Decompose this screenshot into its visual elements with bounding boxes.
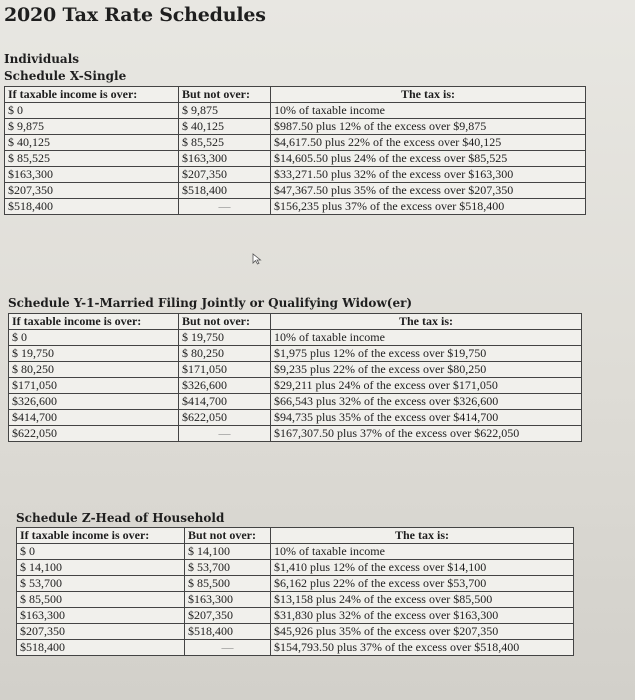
mouse-cursor-icon	[252, 250, 262, 262]
table-row	[5, 135, 586, 151]
tax-formula-cell: $1,410 plus 12% of the excess over $14,100	[271, 560, 574, 576]
income-not-over-cell: —	[179, 426, 271, 442]
section-label: Individuals	[4, 52, 80, 66]
income-not-over-cell: $171,050	[179, 362, 271, 378]
income-over-cell: $ 19,750	[9, 346, 179, 362]
income-over-cell: $ 0	[17, 544, 185, 560]
income-not-over-cell: —	[185, 640, 271, 656]
header-over: If taxable income is over:	[17, 528, 185, 544]
table-row	[9, 346, 582, 362]
table-row	[9, 426, 582, 442]
income-not-over-cell: $ 14,100	[185, 544, 271, 560]
tax-formula-cell: $167,307.50 plus 37% of the excess over $622,050	[271, 426, 582, 442]
tax-formula-cell: $45,926 plus 35% of the excess over $207,350	[271, 624, 574, 640]
tax-formula-cell: $94,735 plus 35% of the excess over $414,700	[271, 410, 582, 426]
header-not-over: But not over:	[185, 528, 271, 544]
income-not-over-cell: $ 9,875	[179, 103, 271, 119]
header-tax: The tax is:	[271, 87, 586, 103]
income-over-cell: $326,600	[9, 394, 179, 410]
table-row	[17, 592, 574, 608]
table-row	[5, 183, 586, 199]
income-not-over-cell: $163,300	[179, 151, 271, 167]
income-over-cell: $207,350	[17, 624, 185, 640]
table-row	[9, 330, 582, 346]
table-row	[17, 624, 574, 640]
income-not-over-cell: —	[179, 199, 271, 215]
header-over: If taxable income is over:	[9, 314, 179, 330]
income-over-cell: $171,050	[9, 378, 179, 394]
income-over-cell: $ 40,125	[5, 135, 179, 151]
tax-formula-cell: 10% of taxable income	[271, 330, 582, 346]
income-over-cell: $518,400	[5, 199, 179, 215]
table-row	[9, 378, 582, 394]
tax-formula-cell: $4,617.50 plus 22% of the excess over $40,125	[271, 135, 586, 151]
income-over-cell: $518,400	[17, 640, 185, 656]
header-over: If taxable income is over:	[5, 87, 179, 103]
schedule-x-title: Schedule X-Single	[4, 69, 127, 83]
table-row	[17, 576, 574, 592]
income-not-over-cell: $ 19,750	[179, 330, 271, 346]
income-over-cell: $ 80,250	[9, 362, 179, 378]
tax-formula-cell: $156,235 plus 37% of the excess over $518,400	[271, 199, 586, 215]
table-header-row	[9, 314, 582, 330]
table-header-row	[17, 528, 574, 544]
schedule-z-title: Schedule Z-Head of Household	[16, 511, 225, 525]
header-tax: The tax is:	[271, 314, 582, 330]
tax-formula-cell: $1,975 plus 12% of the excess over $19,750	[271, 346, 582, 362]
table-row	[5, 103, 586, 119]
tax-formula-cell: 10% of taxable income	[271, 544, 574, 560]
tax-formula-cell: $9,235 plus 22% of the excess over $80,250	[271, 362, 582, 378]
income-not-over-cell: $ 80,250	[179, 346, 271, 362]
tax-formula-cell: 10% of taxable income	[271, 103, 586, 119]
table-row	[17, 560, 574, 576]
schedule-y1-title: Schedule Y-1-Married Filing Jointly or Qualifying Widow(er)	[8, 296, 413, 310]
tax-formula-cell: $33,271.50 plus 32% of the excess over $163,300	[271, 167, 586, 183]
income-over-cell: $ 85,500	[17, 592, 185, 608]
income-over-cell: $ 9,875	[5, 119, 179, 135]
table-row	[9, 362, 582, 378]
income-not-over-cell: $518,400	[185, 624, 271, 640]
income-over-cell: $622,050	[9, 426, 179, 442]
income-over-cell: $163,300	[17, 608, 185, 624]
income-over-cell: $ 53,700	[17, 576, 185, 592]
tax-formula-cell: $29,211 plus 24% of the excess over $171,050	[271, 378, 582, 394]
tax-formula-cell: $13,158 plus 24% of the excess over $85,500	[271, 592, 574, 608]
tax-formula-cell: $31,830 plus 32% of the excess over $163,300	[271, 608, 574, 624]
income-over-cell: $ 0	[9, 330, 179, 346]
tax-formula-cell: $6,162 plus 22% of the excess over $53,700	[271, 576, 574, 592]
table-row	[5, 119, 586, 135]
income-over-cell: $207,350	[5, 183, 179, 199]
table-row	[5, 151, 586, 167]
tax-formula-cell: $66,543 plus 32% of the excess over $326,600	[271, 394, 582, 410]
table-row	[9, 410, 582, 426]
header-not-over: But not over:	[179, 87, 271, 103]
income-over-cell: $414,700	[9, 410, 179, 426]
income-over-cell: $ 14,100	[17, 560, 185, 576]
income-not-over-cell: $622,050	[179, 410, 271, 426]
header-not-over: But not over:	[179, 314, 271, 330]
income-not-over-cell: $ 85,525	[179, 135, 271, 151]
income-over-cell: $ 85,525	[5, 151, 179, 167]
income-not-over-cell: $163,300	[185, 592, 271, 608]
schedule-x-table	[4, 86, 586, 215]
schedule-z-table	[16, 527, 574, 656]
header-tax: The tax is:	[271, 528, 574, 544]
table-row	[5, 167, 586, 183]
table-row	[17, 544, 574, 560]
income-not-over-cell: $ 40,125	[179, 119, 271, 135]
income-not-over-cell: $207,350	[179, 167, 271, 183]
table-header-row	[5, 87, 586, 103]
income-not-over-cell: $518,400	[179, 183, 271, 199]
income-over-cell: $ 0	[5, 103, 179, 119]
tax-formula-cell: $14,605.50 plus 24% of the excess over $85,525	[271, 151, 586, 167]
table-row	[9, 394, 582, 410]
tax-formula-cell: $987.50 plus 12% of the excess over $9,875	[271, 119, 586, 135]
schedule-y1-table	[8, 313, 582, 442]
income-not-over-cell: $ 85,500	[185, 576, 271, 592]
income-not-over-cell: $ 53,700	[185, 560, 271, 576]
table-row	[17, 608, 574, 624]
page-title: 2020 Tax Rate Schedules	[4, 4, 266, 26]
tax-formula-cell: $47,367.50 plus 35% of the excess over $207,350	[271, 183, 586, 199]
table-row	[17, 640, 574, 656]
income-not-over-cell: $207,350	[185, 608, 271, 624]
table-row	[5, 199, 586, 215]
income-not-over-cell: $326,600	[179, 378, 271, 394]
tax-formula-cell: $154,793.50 plus 37% of the excess over $518,400	[271, 640, 574, 656]
income-not-over-cell: $414,700	[179, 394, 271, 410]
income-over-cell: $163,300	[5, 167, 179, 183]
